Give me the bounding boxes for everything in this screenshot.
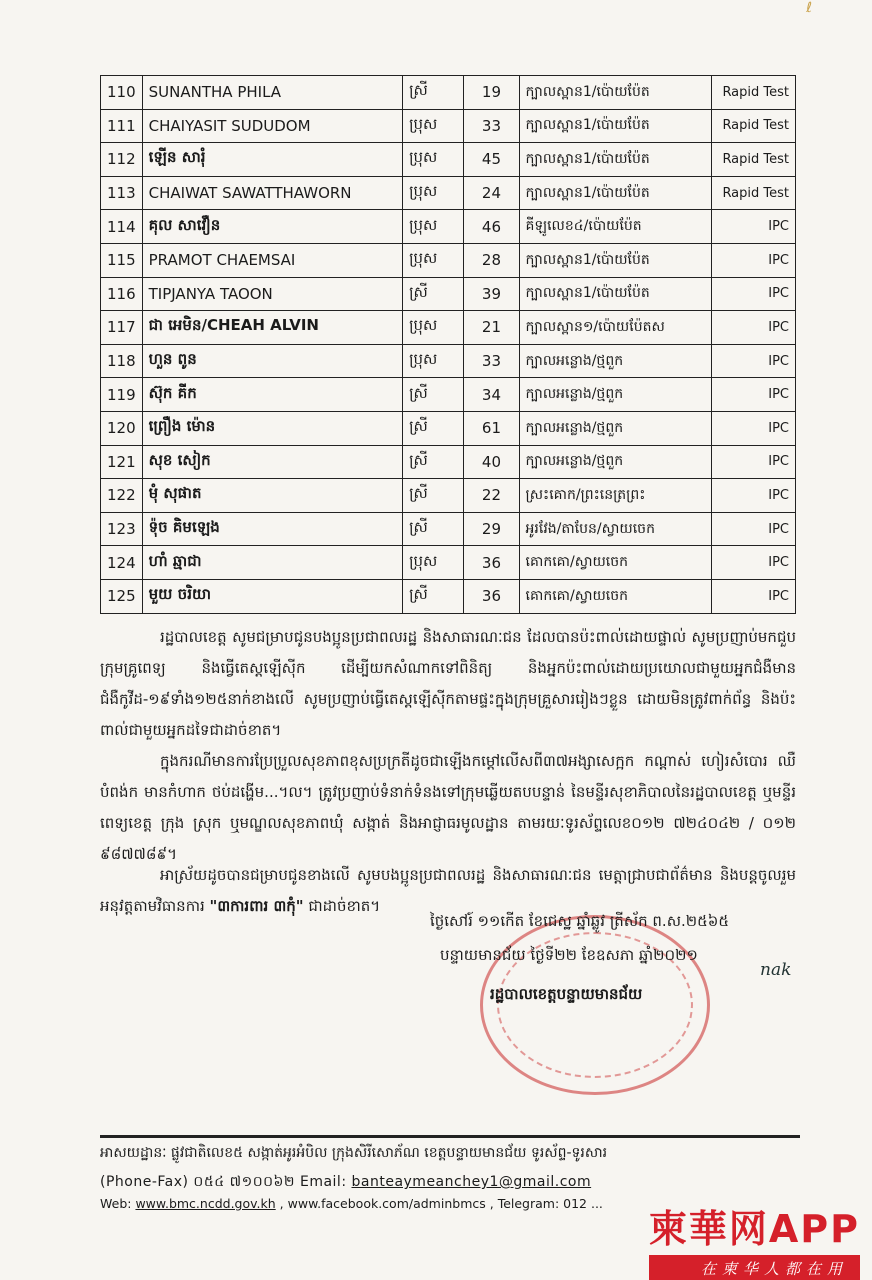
row-name: ហួន ពូន	[142, 344, 402, 378]
row-number: 123	[101, 512, 143, 546]
row-sex: ស្រី	[403, 579, 464, 613]
row-name: មួយ ចរិយា	[142, 579, 402, 613]
row-test-type: IPC	[712, 378, 796, 412]
footer-facebook: , www.facebook.com/adminbmcs ,	[279, 1196, 494, 1211]
row-name: SUNANTHA PHILA	[142, 76, 402, 110]
row-name: CHAIWAT SAWATTHAWORN	[142, 176, 402, 210]
row-name: សុខ សៀក	[142, 445, 402, 479]
row-age: 40	[464, 445, 519, 479]
row-location: គីឡូលេខ៤/ប៉ោយប៉ែត	[519, 210, 712, 244]
row-number: 111	[101, 109, 143, 143]
table-row	[101, 109, 796, 143]
row-number: 113	[101, 176, 143, 210]
row-age: 21	[464, 311, 519, 345]
footer-contact	[100, 1172, 800, 1193]
row-location: ក្បាលអន្លោង/ថ្មពួក	[519, 411, 712, 445]
footer-email-link[interactable]: banteaymeanchey1@gmail.com	[351, 1174, 592, 1190]
table-row	[101, 344, 796, 378]
row-sex: ស្រី	[403, 277, 464, 311]
row-location: ក្បាលស្ពាន១/ប៉ោយប៉ែតស	[519, 311, 712, 345]
row-sex: ស្រី	[403, 512, 464, 546]
watermark	[649, 1198, 860, 1280]
row-age: 34	[464, 378, 519, 412]
row-sex: ប្រុស	[403, 143, 464, 177]
row-number: 116	[101, 277, 143, 311]
solar-date: បន្ទាយមានជ័យ ថ្ងៃទី២២ ខែឧសភា ឆ្នាំ២០២១	[440, 946, 698, 964]
row-number: 115	[101, 243, 143, 277]
row-name: ហាំ ឆ្មាជា	[142, 546, 402, 580]
footer-phone: (Phone-Fax) ០៥៤ ៧១០០៦២ Email:	[100, 1174, 347, 1190]
row-sex: ស្រី	[403, 411, 464, 445]
footer-address: អាសយដ្ឋានៈ ផ្លូវជាតិលេខ៥ សង្កាត់អូរអំបិល ក្រុងសិរីសោភ័ណ ខេត្តបន្ទាយមានជ័យ ទូរស័ព្ទ-ទូរសារ	[100, 1145, 608, 1161]
row-test-type: IPC	[712, 277, 796, 311]
row-test-type: IPC	[712, 411, 796, 445]
row-sex: ប្រុស	[403, 311, 464, 345]
row-name: ឡើន សារុំ	[142, 143, 402, 177]
notice-paragraph-1: រដ្ឋបាលខេត្ត សូមជម្រាបជូនបងប្អូនប្រជាពលរដ្ឋ និងសាធារណៈជន ដែលបានប៉ះពាល់ដោយផ្ទាល់ សូមប្រញាប់មកជួបក្រុមគ្រូពេទ្យ និងធ្វើតេស្តឡើស៊ីក ដើម្បីយកសំណាកទៅពិនិត្យ និងអ្នកប៉ះពាល់ដោយប្រយោលជាមួយអ្នកជំងឺមានជំងឺកូវីដ-១៩ទាំង១២៥នាក់ខាងលើ សូមប្រញាប់ធ្វើតេស្តឡើស៊ីកតាមផ្ទះក្នុងក្រុមគ្រួសាររៀងៗខ្លួន ដោយមិនត្រូវពាក់ព័ន្ធ និងប៉ះពាល់ជាមួយអ្នកដទៃជាដាច់ខាត។	[100, 628, 796, 739]
row-age: 61	[464, 411, 519, 445]
row-test-type: IPC	[712, 479, 796, 513]
row-test-type: IPC	[712, 579, 796, 613]
table-row	[101, 378, 796, 412]
row-location: ក្បាលស្ពាន1/ប៉ោយប៉ែត	[519, 143, 712, 177]
table-row	[101, 243, 796, 277]
row-sex: ប្រុស	[403, 210, 464, 244]
row-sex: ប្រុស	[403, 344, 464, 378]
row-number: 124	[101, 546, 143, 580]
row-test-type: IPC	[712, 311, 796, 345]
table-row	[101, 445, 796, 479]
row-name: មុំ សុផាត	[142, 479, 402, 513]
notice-paragraph-2: ក្នុងករណីមានការប្រែប្រួលសុខភាពខុសប្រក្រតីដូចជាឡើងកម្តៅលើសពី៣៧អង្សាសេក្អក កណ្តាស់ ហៀរសំបោរ ឈឺបំពង់ក មានកំហាក ថប់ដង្ហើម...។ល។ ត្រូវប្រញាប់ទំនាក់ទំនងទៅក្រុមឆ្លើយតបបន្ទាន់ នៃមន្ទីរសុខាភិបាលនៃរដ្ឋបាលខេត្ត ឬមន្ទីរពេទ្យខេត្ត ក្រុង ស្រុក ឬមណ្ឌលសុខភាពឃុំ សង្កាត់ និងអាជ្ញាធរមូលដ្ឋាន តាមរយៈទូរស័ព្ទលេខ០១២ ៧២៤០៤២ / ០១២ ៩៨៧៧៨៩។	[100, 752, 796, 863]
row-location: ក្បាលអន្លោង/ថ្មពួក	[519, 378, 712, 412]
p3-highlight: "៣ការពារ ៣កុំ"	[209, 897, 304, 915]
row-sex: ស្រី	[403, 378, 464, 412]
row-sex: ប្រុស	[403, 176, 464, 210]
table-row	[101, 143, 796, 177]
row-age: 45	[464, 143, 519, 177]
table-row	[101, 311, 796, 345]
table-row	[101, 210, 796, 244]
footer-telegram: Telegram: 012 ...	[497, 1196, 603, 1211]
watermark-logo: 柬華网APP	[648, 1207, 860, 1251]
row-location: ក្បាលស្ពាន1/ប៉ោយប៉ែត	[519, 176, 712, 210]
row-location: ក្បាលស្ពាន1/ប៉ោយប៉ែត	[519, 109, 712, 143]
row-test-type: IPC	[712, 445, 796, 479]
row-location: ក្បាលស្ពាន1/ប៉ោយប៉ែត	[519, 243, 712, 277]
row-sex: ប្រុស	[403, 546, 464, 580]
row-name: គុល សាវឿន	[142, 210, 402, 244]
row-test-type: Rapid Test	[712, 109, 796, 143]
row-number: 121	[101, 445, 143, 479]
row-name: ទ៉ុច គិមឡេង	[142, 512, 402, 546]
footer-divider	[100, 1135, 800, 1138]
table-row	[101, 512, 796, 546]
corner-mark: ℓ	[806, 0, 812, 16]
row-name: PRAMOT CHAEMSAI	[142, 243, 402, 277]
row-sex: ប្រុស	[403, 109, 464, 143]
row-test-type: IPC	[712, 344, 796, 378]
row-age: 29	[464, 512, 519, 546]
row-sex: ស្រី	[403, 445, 464, 479]
row-number: 114	[101, 210, 143, 244]
row-age: 39	[464, 277, 519, 311]
table-row	[101, 411, 796, 445]
signature: nak	[760, 960, 792, 980]
row-number: 112	[101, 143, 143, 177]
row-age: 24	[464, 176, 519, 210]
table-row	[101, 479, 796, 513]
row-number: 122	[101, 479, 143, 513]
row-age: 36	[464, 579, 519, 613]
row-number: 118	[101, 344, 143, 378]
row-number: 119	[101, 378, 143, 412]
row-location: ក្បាលអន្លោង/ថ្មពួក	[519, 445, 712, 479]
table-row	[101, 546, 796, 580]
row-location: ក្បាលស្ពាន1/ប៉ោយប៉ែត	[519, 277, 712, 311]
row-number: 125	[101, 579, 143, 613]
footer-web-label: Web:	[100, 1196, 132, 1211]
row-location: អូរវែង/តាបែន/ស្វាយចេក	[519, 512, 712, 546]
row-name: ស៊ុក គីក	[142, 378, 402, 412]
table-row	[101, 277, 796, 311]
row-sex: ប្រុស	[403, 243, 464, 277]
table-row	[101, 76, 796, 110]
p3-text-post: ជាដាច់ខាត។	[303, 897, 381, 915]
row-sex: ស្រី	[403, 479, 464, 513]
row-name: TIPJANYA TAOON	[142, 277, 402, 311]
row-age: 46	[464, 210, 519, 244]
table-row	[101, 579, 796, 613]
row-test-type: IPC	[712, 512, 796, 546]
row-number: 117	[101, 311, 143, 345]
row-test-type: Rapid Test	[712, 176, 796, 210]
row-test-type: Rapid Test	[712, 76, 796, 110]
footer-web-link[interactable]: www.bmc.ncdd.gov.kh	[135, 1196, 276, 1211]
signatory-title: រដ្ឋបាលខេត្តបន្ទាយមានជ័យ	[490, 985, 643, 1003]
row-name: ព្រឿង ម៉ោន	[142, 411, 402, 445]
lunar-date: ថ្ងៃសៅរ៍ ១១កើត ខែជេស្ឋ ឆ្នាំឆ្លូវ ត្រីស័ក ព.ស.២៥៦៥	[430, 912, 729, 930]
row-test-type: IPC	[712, 546, 796, 580]
row-name: ជា អេមិន/CHEAH ALVIN	[142, 311, 402, 345]
row-age: 33	[464, 109, 519, 143]
row-location: ក្បាលស្ពាន1/ប៉ោយប៉ែត	[519, 76, 712, 110]
row-age: 22	[464, 479, 519, 513]
row-test-type: Rapid Test	[712, 143, 796, 177]
row-test-type: IPC	[712, 243, 796, 277]
row-age: 36	[464, 546, 519, 580]
row-age: 28	[464, 243, 519, 277]
row-number: 110	[101, 76, 143, 110]
p3-text-pre: អាស្រ័យដូចបានជម្រាបជូនខាងលើ សូមបងប្អូនប្រជាពលរដ្ឋ និងសាធារណៈជន មេត្តាជ្រាបជាព័ត៌មាន និងបន្តចូលរួមអនុវត្តតាមវិធានការ	[100, 866, 796, 915]
row-number: 120	[101, 411, 143, 445]
row-age: 19	[464, 76, 519, 110]
watermark-tagline: 在柬华人都在用	[649, 1255, 860, 1280]
row-location: គោកគោ/ស្វាយចេក	[519, 546, 712, 580]
row-sex: ស្រី	[403, 76, 464, 110]
row-location: គោកគោ/ស្វាយចេក	[519, 579, 712, 613]
table-row	[101, 176, 796, 210]
row-age: 33	[464, 344, 519, 378]
row-test-type: IPC	[712, 210, 796, 244]
row-location: ស្រះគោក/ព្រះនេត្រព្រះ	[519, 479, 712, 513]
case-table	[100, 75, 796, 614]
row-location: ក្បាលអន្លោង/ថ្មពួក	[519, 344, 712, 378]
row-name: CHAIYASIT SUDUDOM	[142, 109, 402, 143]
